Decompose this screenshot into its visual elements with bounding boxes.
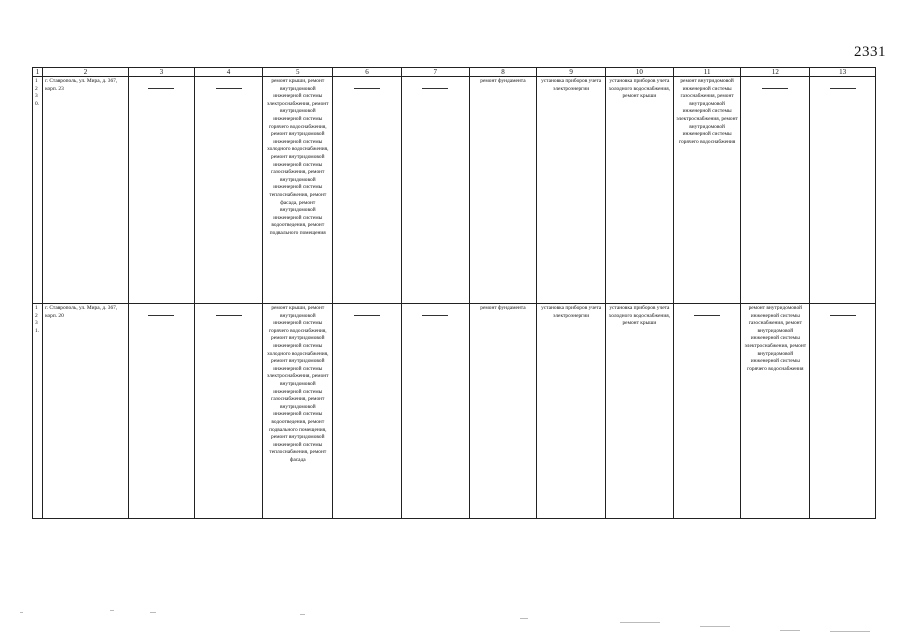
works-cell: ремонт крыши, ремонт внутридомовой инженерной системы горячего водоснабжения, ремонт внутридомовой инженерной системы холодного водоснабжения, ремонт внутридомовой инженерной системы электроснабжения, ремонт внутридомовой инженерной системы газоснабжения, ремонт внутридомовой инженерной системы водоотведения, ремонт подвального помещения, ремонт внутридомовой инженерной системы теплоснабжения, ремонт фасада (263, 304, 333, 519)
dash-mark (422, 315, 448, 316)
scan-noise-strip (0, 600, 905, 640)
empty-cell (810, 77, 876, 304)
works-cell: установка приборов учета холодного водоснабжения, ремонт крыши (606, 77, 674, 304)
col-header: 9 (537, 68, 606, 77)
col-header: 12 (741, 68, 810, 77)
table-row (33, 304, 876, 519)
col-header: 10 (606, 68, 674, 77)
dash-mark (762, 88, 788, 89)
works-cell: ремонт фундамента (469, 304, 537, 519)
col-header: 6 (333, 68, 402, 77)
address-cell: г. Ставрополь, ул. Мира, д. 367, корп. 23 (43, 77, 129, 304)
col-header: 3 (129, 68, 195, 77)
dash-mark (354, 88, 380, 89)
works-cell: ремонт фундамента (469, 77, 537, 304)
dash-mark (148, 315, 174, 316)
dash-mark (216, 88, 242, 89)
empty-cell (401, 304, 469, 519)
works-cell: установка приборов учета холодного водоснабжения, ремонт крыши (606, 304, 674, 519)
col-header: 2 (43, 68, 129, 77)
dash-mark (354, 315, 380, 316)
empty-cell (401, 77, 469, 304)
col-header: 13 (810, 68, 876, 77)
address-cell: г. Ставрополь, ул. Мира, д. 367, корп. 20 (43, 304, 129, 519)
table-row (33, 77, 876, 304)
empty-cell (810, 304, 876, 519)
empty-cell (333, 304, 402, 519)
col-header: 5 (263, 68, 333, 77)
empty-cell (129, 77, 195, 304)
empty-cell (129, 304, 195, 519)
col-header: 8 (469, 68, 537, 77)
row-number: 1231. (33, 304, 43, 519)
works-cell: установка приборов учета электроэнергии (537, 77, 606, 304)
page-number: 2331 (854, 44, 886, 60)
header-row (33, 68, 876, 77)
empty-cell (673, 304, 741, 519)
empty-cell (194, 304, 263, 519)
empty-cell (194, 77, 263, 304)
col-header: 1 (33, 68, 43, 77)
dash-mark (148, 88, 174, 89)
row-number: 1230. (33, 77, 43, 304)
col-header: 4 (194, 68, 263, 77)
register-table (32, 67, 876, 519)
works-cell: установка приборов учета электроэнергии (537, 304, 606, 519)
dash-mark (216, 315, 242, 316)
dash-mark (422, 88, 448, 89)
works-cell: ремонт внутридомовой инженерной системы газоснабжения, ремонт внутридомовой инженерной системы электроснабжения, ремонт внутридомовой инженерной системы горячего водоснабжения (741, 304, 810, 519)
col-header: 11 (673, 68, 741, 77)
works-cell: ремонт крыши, ремонт внутридомовой инженерной системы электроснабжения, ремонт внутридомовой инженерной системы горячего водоснабжения, ремонт внутридомовой инженерной системы холодного водоснабжения, ремонт внутридомовой инженерной системы газоснабжения, ремонт внутридомовой инженерной системы теплоснабжения, ремонт фасада, ремонт внутридомовой инженерной системы водоотведения, ремонт подвального помещения (263, 77, 333, 304)
col-header: 7 (401, 68, 469, 77)
empty-cell (741, 77, 810, 304)
dash-mark (830, 88, 856, 89)
dash-mark (694, 315, 720, 316)
dash-mark (830, 315, 856, 316)
empty-cell (333, 77, 402, 304)
works-cell: ремонт внутридомовой инженерной системы газоснабжения, ремонт внутридомовой инженерной системы электроснабжения, ремонт внутридомовой инженерной системы горячего водоснабжения (673, 77, 741, 304)
